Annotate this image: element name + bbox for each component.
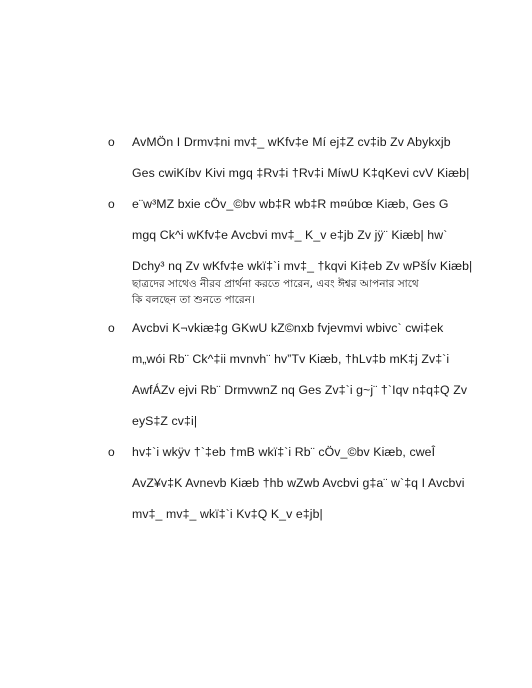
text-line: AvMÖn I Drmv‡ni mv‡_ wKfv‡e Mí ej‡Z cv‡ib Zv Abykxjb xyxy=(132,135,451,149)
text-line: hv‡`i wkÿv †`‡eb †mB wkï‡`i Rb¨ cÖv_©bv Kiæb, cweÎ xyxy=(132,445,436,459)
bengali-text-line: ছাত্রদের সাথেও নীরব প্রার্থনা করতে পারেন, এবং ঈশ্বর আপনার সাথে xyxy=(132,278,419,290)
text-line: mgq Ck^i wKfv‡e Avcbvi mv‡_ K_v e‡jb Zv jÿ¨ Kiæb| hw` xyxy=(132,228,448,242)
text-line: Ges cwiKíbv Kivi mgq ‡Rv‡i †Rv‡i MíwU K‡qKevi cvV Kiæb| xyxy=(132,166,470,180)
text-line: m„wói Rb¨ Ck^‡ii mvnvh¨ hv”Tv Kiæb, †hLv‡b mK‡j Zv‡`i xyxy=(132,352,450,366)
text-line: eyS‡Z cv‡i| xyxy=(132,414,198,428)
text-line: mv‡_ mv‡_ wkï‡`i Kv‡Q K_v e‡jb| xyxy=(132,507,323,521)
text-line: AwfÁZv ejvi Rb¨ DrmvwnZ nq Ges Zv‡`i g~j¨ †`Iqv n‡q‡Q Zv xyxy=(132,383,468,397)
bullet-marker: o xyxy=(108,197,115,211)
text-line: Avcbvi K¬vkiæ‡g GKwU kZ©nxb fvjevmvi wbivc` cwi‡ek xyxy=(132,321,444,335)
text-line: e¨w³MZ bxie cÖv_©bv wb‡R wb‡R m¤úbœ Kiæb, Ges G xyxy=(132,197,449,211)
text-line: Dchy³ nq Zv wKfv‡e wkï‡`i mv‡_ †kqvi Ki‡eb Zv wPšÍv Kiæb| xyxy=(132,259,473,273)
bullet-marker: o xyxy=(108,135,115,149)
bengali-text-line: কি বলছেন তা শুনতে পারেন। xyxy=(132,294,255,306)
bullet-marker: o xyxy=(108,321,115,335)
bullet-marker: o xyxy=(108,445,115,459)
text-line: AvZ¥v‡K Avnevb Kiæb †hb wZwb Avcbvi g‡a¨ w`‡q I Avcbvi xyxy=(132,476,465,490)
